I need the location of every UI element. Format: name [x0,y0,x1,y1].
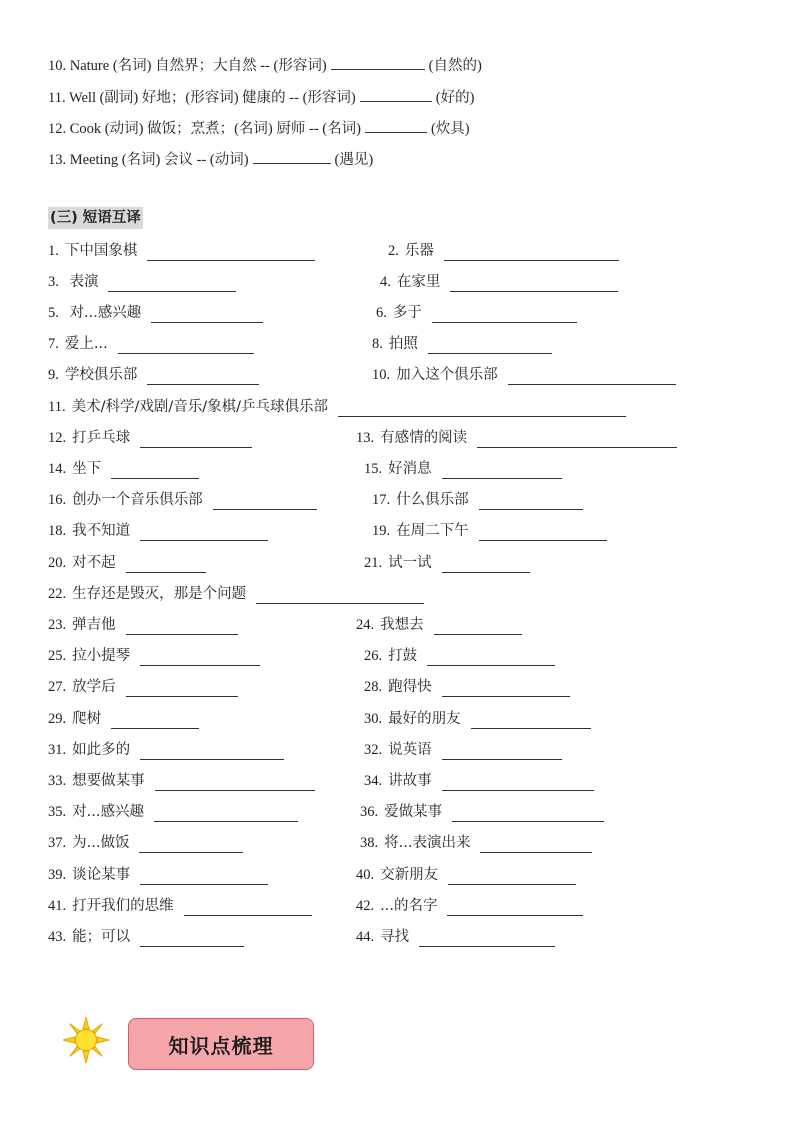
phrase-number: 25. [48,648,67,664]
phrase-text: 对...感兴趣 [72,804,144,820]
phrase-text: 拉小提琴 [72,648,131,664]
phrase-item [48,521,268,541]
phrase-number: 41. [48,898,67,914]
phrase-text: 如此多的 [72,742,131,758]
phrase-item [356,428,677,448]
answer-blank[interactable] [480,838,592,853]
phrase-text: 坐下 [72,461,102,477]
phrase-text: 放学后 [72,679,116,695]
answer-blank[interactable] [447,901,583,916]
phrase-item [364,553,530,573]
phrase-item [48,459,199,479]
answer-blank[interactable] [442,776,594,791]
vocab-hint: (炊具) [430,121,470,137]
phrase-text: 我想去 [380,617,424,633]
phrase-item [48,927,244,947]
phrase-text: 对...感兴趣 [64,305,142,321]
answer-blank[interactable] [365,118,427,133]
phrase-item [48,615,238,635]
phrase-text: 交新朋友 [380,867,439,883]
phrase-number: 9. [48,367,59,383]
phrase-item [380,272,618,292]
answer-blank[interactable] [444,246,619,261]
phrase-number: 15. [364,461,383,477]
answer-blank[interactable] [147,246,315,261]
phrase-number: 42. [356,898,375,914]
phrase-text: 跑得快 [388,679,432,695]
phrase-text: 能；可以 [72,929,131,945]
vocab-text: 13. Meeting (名词) 会议 -- (动词) [48,152,249,168]
phrase-number: 26. [364,648,383,664]
phrase-text: 爬树 [72,711,102,727]
vocab-line [48,86,474,107]
phrase-text: 学校俱乐部 [64,367,138,383]
answer-blank[interactable] [111,464,199,479]
phrase-text: 下中国象棋 [64,243,138,259]
vocab-line [48,54,482,75]
answer-blank[interactable] [442,464,562,479]
phrase-text: 说英语 [388,742,432,758]
phrase-text: 对不起 [72,555,116,571]
phrase-number: 34. [364,773,383,789]
phrase-item [360,802,604,822]
phrase-item [356,927,555,947]
phrase-text: 多于 [392,305,422,321]
vocab-line [48,117,470,138]
answer-blank[interactable] [428,339,552,354]
phrase-item [364,740,562,760]
phrase-item [356,896,583,916]
phrase-text: 谈论某事 [72,867,131,883]
phrase-text: 创办一个音乐俱乐部 [72,492,203,508]
phrase-number: 32. [364,742,383,758]
phrase-number: 23. [48,617,67,633]
phrase-text: 为...做饭 [72,835,130,851]
phrase-number: 27. [48,679,67,695]
phrase-item [48,428,252,448]
phrase-item [48,646,260,666]
phrase-item [48,490,317,510]
answer-blank[interactable] [140,526,268,541]
phrase-number: 13. [356,430,375,446]
answer-blank[interactable] [140,745,284,760]
phrase-text: 最好的朋友 [388,711,461,727]
phrase-item [48,802,298,822]
phrase-text: 打开我们的思维 [72,898,174,914]
section-heading: (三) 短语互译 [48,207,143,229]
phrase-number: 4. [380,274,391,290]
answer-blank[interactable] [427,651,555,666]
phrase-number: 7. [48,336,59,352]
phrase-text: ...的名字 [380,898,438,914]
phrase-item [376,303,577,323]
phrase-text: 我不知道 [72,523,131,539]
phrase-number: 43. [48,929,67,945]
answer-blank[interactable] [442,745,562,760]
phrase-text: 寻找 [380,929,410,945]
phrase-text: 打鼓 [388,648,418,664]
phrase-item [48,334,254,354]
phrase-item [364,459,562,479]
answer-blank[interactable] [140,433,252,448]
phrase-item [48,677,238,697]
answer-blank[interactable] [434,620,522,635]
phrase-number: 14. [48,461,67,477]
phrase-item [48,272,236,292]
phrase-item [48,584,424,604]
answer-blank[interactable] [155,776,315,791]
phrase-text: 弹吉他 [72,617,116,633]
phrase-number: 17. [372,492,391,508]
phrase-number: 11. [48,399,66,415]
phrase-text: 乐器 [404,243,434,259]
phrase-item [360,833,592,853]
phrase-number: 10. [372,367,391,383]
phrase-text: 表演 [64,274,99,290]
phrase-item [48,896,312,916]
phrase-text: 拍照 [388,336,418,352]
vocab-text: 12. Cook (动词) 做饭；烹煮；(名词) 厨师 -- (名词) [48,121,361,137]
phrase-text: 试一试 [388,555,432,571]
answer-blank[interactable] [111,714,199,729]
answer-blank[interactable] [419,932,555,947]
phrase-item [364,771,594,791]
phrase-text: 好消息 [388,461,432,477]
answer-blank[interactable] [479,526,607,541]
answer-blank[interactable] [140,932,244,947]
phrase-number: 21. [364,555,383,571]
answer-blank[interactable] [448,870,576,885]
phrase-text: 什么俱乐部 [396,492,469,508]
vocab-hint: (遇见) [334,152,374,168]
phrase-number: 31. [48,742,67,758]
phrase-number: 33. [48,773,67,789]
phrase-text: 生存还是毁灭，那是个问题 [72,586,247,602]
vocab-line [48,148,373,169]
phrase-item [356,865,576,885]
answer-blank[interactable] [140,651,260,666]
answer-blank[interactable] [479,495,583,510]
answer-blank[interactable] [338,402,626,417]
phrase-item [372,365,676,385]
phrase-number: 5. [48,305,59,321]
answer-blank[interactable] [508,370,676,385]
phrase-number: 22. [48,586,67,602]
phrase-number: 20. [48,555,67,571]
phrase-text: 爱做某事 [384,804,443,820]
answer-blank[interactable] [253,149,331,164]
answer-blank[interactable] [442,558,530,573]
phrase-item [356,615,522,635]
sun-icon [62,1016,110,1064]
phrase-number: 28. [364,679,383,695]
phrase-number: 12. [48,430,67,446]
vocab-hint: (好的) [435,90,475,106]
answer-blank[interactable] [442,682,570,697]
phrase-item [48,865,268,885]
phrase-item [48,397,626,417]
phrase-text: 在家里 [396,274,441,290]
phrase-text: 讲故事 [388,773,432,789]
phrase-item [364,646,555,666]
phrase-text: 想要做某事 [72,773,145,789]
phrase-item [48,740,284,760]
phrase-number: 40. [356,867,375,883]
phrase-item [364,709,591,729]
phrase-item [48,709,199,729]
phrase-number: 1. [48,243,59,259]
phrase-number: 35. [48,804,67,820]
answer-blank[interactable] [147,370,259,385]
phrase-number: 16. [48,492,67,508]
phrase-text: 有感情的阅读 [380,430,468,446]
phrase-text: 在周二下午 [396,523,469,539]
phrase-text: 加入这个俱乐部 [396,367,498,383]
answer-blank[interactable] [139,838,243,853]
vocab-hint: (自然的) [428,58,482,74]
phrase-number: 24. [356,617,375,633]
vocab-text: 10. Nature (名词) 自然界；大自然 -- (形容词) [48,58,327,74]
phrase-text: 打乒乓球 [72,430,131,446]
phrase-number: 36. [360,804,379,820]
phrase-number: 30. [364,711,383,727]
answer-blank[interactable] [471,714,591,729]
phrase-text: 爱上... [64,336,108,352]
answer-blank[interactable] [126,682,238,697]
phrase-number: 3. [48,274,59,290]
phrase-number: 38. [360,835,379,851]
phrase-number: 37. [48,835,67,851]
phrase-item [388,241,619,261]
answer-blank[interactable] [432,308,577,323]
answer-blank[interactable] [126,558,206,573]
phrase-item [372,334,552,354]
answer-blank[interactable] [452,807,604,822]
phrase-number: 6. [376,305,387,321]
phrase-item [48,553,206,573]
phrase-item [372,521,607,541]
phrase-text: 美术/科学/戏剧/音乐/象棋/乒乓球俱乐部 [71,399,329,415]
phrase-number: 18. [48,523,67,539]
answer-blank[interactable] [151,308,263,323]
phrase-number: 8. [372,336,383,352]
answer-blank[interactable] [213,495,317,510]
answer-blank[interactable] [140,870,268,885]
phrase-number: 29. [48,711,67,727]
answer-blank[interactable] [126,620,238,635]
answer-blank[interactable] [360,87,432,102]
answer-blank[interactable] [477,433,677,448]
knowledge-summary-banner: 知识点梳理 [128,1018,314,1070]
phrase-item [364,677,570,697]
phrase-item [48,771,315,791]
phrase-item [372,490,583,510]
phrase-number: 2. [388,243,399,259]
phrase-number: 44. [356,929,375,945]
answer-blank[interactable] [256,589,424,604]
vocab-text: 11. Well (副词) 好地；(形容词) 健康的 -- (形容词) [48,90,356,106]
answer-blank[interactable] [108,277,236,292]
answer-blank[interactable] [118,339,254,354]
phrase-item [48,833,243,853]
answer-blank[interactable] [450,277,618,292]
phrase-number: 19. [372,523,391,539]
phrase-item [48,241,315,261]
answer-blank[interactable] [331,55,425,70]
phrase-text: 将...表演出来 [384,835,471,851]
answer-blank[interactable] [154,807,298,822]
phrase-number: 39. [48,867,67,883]
answer-blank[interactable] [184,901,312,916]
phrase-item [48,303,263,323]
phrase-item [48,365,259,385]
